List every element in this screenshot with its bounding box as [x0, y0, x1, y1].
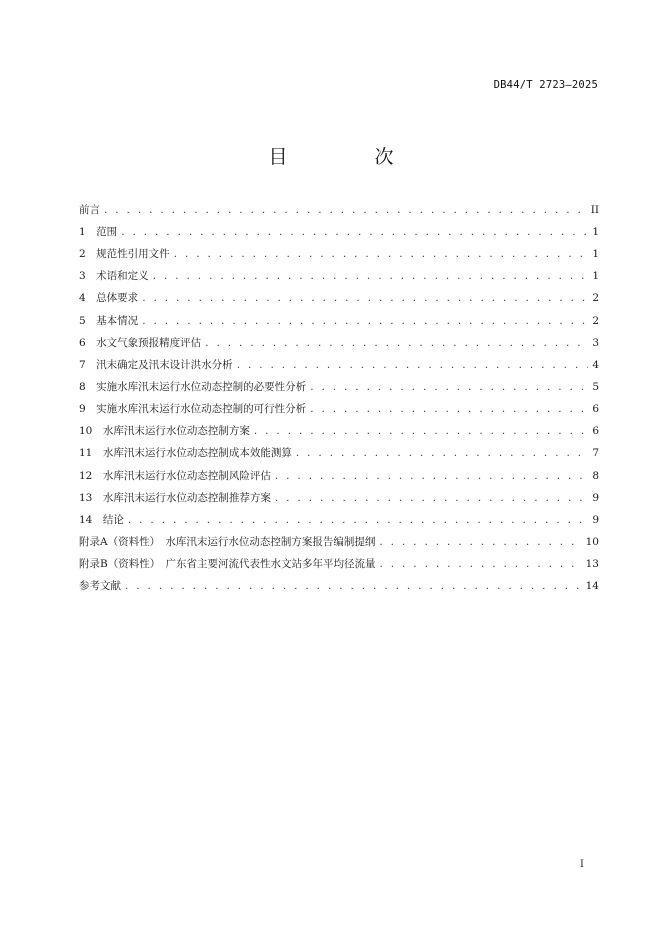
toc-entry-title: 14 结论	[79, 513, 124, 526]
toc-entry-2[interactable]	[79, 243, 599, 265]
dot-leader	[104, 205, 587, 216]
toc-entry-page: 6	[592, 425, 599, 438]
dot-leader	[205, 338, 588, 349]
dot-leader	[174, 249, 589, 260]
toc-entry-page: 4	[592, 358, 599, 371]
dot-leader	[153, 271, 589, 282]
toc-entry-14[interactable]	[79, 509, 599, 531]
toc-entry-page: 9	[592, 513, 599, 526]
page-number: I	[579, 858, 584, 870]
toc-entry-title: 3 术语和定义	[79, 270, 149, 283]
toc-entry-4[interactable]	[79, 288, 599, 310]
toc-entry-9[interactable]	[79, 398, 599, 420]
toc-entry-page: 10	[585, 535, 599, 548]
toc-entry-title: 7 汛末确定及汛末设计洪水分析	[79, 358, 233, 371]
toc-entry-page: 9	[592, 491, 599, 504]
toc-entry-title: 13 水库汛末运行水位动态控制推荐方案	[79, 491, 271, 504]
toc-entry-6[interactable]	[79, 332, 599, 354]
dot-leader	[379, 537, 581, 548]
toc-entry-title: 5 基本情况	[79, 314, 139, 327]
toc-entry-page: 1	[592, 270, 599, 283]
toc-entry-title: 9 实施水库汛末运行水位动态控制的可行性分析	[79, 403, 307, 416]
toc-entry-title: 8 实施水库汛末运行水位动态控制的必要性分析	[79, 380, 307, 393]
toc-entry-10[interactable]	[79, 420, 599, 442]
toc-entry-page: 1	[592, 248, 599, 261]
toc-entry-title: 附录A（资料性） 水库汛末运行水位动态控制方案报告编制提纲	[79, 535, 376, 548]
dot-leader	[296, 448, 588, 459]
toc-entry-title: 11 水库汛末运行水位动态控制成本效能测算	[79, 447, 292, 460]
toc-entry-page: II	[590, 203, 599, 216]
toc-entry-title: 参考文献	[79, 580, 121, 593]
toc-entry-title: 1 范围	[79, 225, 118, 238]
dot-leader	[142, 293, 588, 304]
toc-entry-title: 4 总体要求	[79, 292, 139, 305]
dot-leader	[310, 382, 588, 393]
toc-entry-12[interactable]	[79, 465, 599, 487]
toc-entry-title: 前言	[79, 203, 100, 216]
dot-leader	[128, 515, 588, 526]
dot-leader	[310, 404, 588, 415]
table-of-contents	[79, 199, 599, 598]
toc-entry-page: 1	[592, 225, 599, 238]
dot-leader	[237, 360, 589, 371]
toc-entry-1[interactable]	[79, 221, 599, 243]
toc-entry-appendix-a[interactable]	[79, 531, 599, 553]
toc-entry-11[interactable]	[79, 443, 599, 465]
toc-entry-references[interactable]	[79, 575, 599, 597]
toc-entry-title: 10 水库汛末运行水位动态控制方案	[79, 425, 250, 438]
toc-entry-page: 5	[592, 380, 599, 393]
dot-leader	[121, 227, 588, 238]
dot-leader	[275, 471, 588, 482]
dot-leader	[254, 426, 588, 437]
toc-entry-page: 8	[592, 469, 599, 482]
toc-entry-13[interactable]	[79, 487, 599, 509]
dot-leader	[142, 316, 588, 327]
toc-entry-page: 7	[592, 447, 599, 460]
toc-entry-title: 附录B（资料性） 广东省主要河流代表性水文站多年平均径流量	[79, 558, 376, 571]
dot-leader	[275, 493, 588, 504]
toc-entry-3[interactable]	[79, 265, 599, 287]
toc-entry-appendix-b[interactable]	[79, 553, 599, 575]
toc-entry-7[interactable]	[79, 354, 599, 376]
toc-entry-page: 3	[592, 336, 599, 349]
document-code: DB44/T 2723—2025	[493, 79, 598, 91]
toc-entry-page: 13	[585, 558, 599, 571]
toc-entry-page: 2	[592, 314, 599, 327]
dot-leader	[125, 581, 582, 592]
toc-entry-page: 14	[585, 580, 599, 593]
toc-entry-8[interactable]	[79, 376, 599, 398]
toc-entry-title: 2 规范性引用文件	[79, 248, 170, 261]
toc-entry-foreword[interactable]	[79, 199, 599, 221]
toc-title: 目 次	[268, 146, 428, 168]
toc-entry-page: 2	[592, 292, 599, 305]
toc-entry-title: 6 水文气象预报精度评估	[79, 336, 202, 349]
toc-entry-5[interactable]	[79, 310, 599, 332]
toc-entry-page: 6	[592, 403, 599, 416]
dot-leader	[379, 559, 581, 570]
toc-entry-title: 12 水库汛末运行水位动态控制风险评估	[79, 469, 271, 482]
